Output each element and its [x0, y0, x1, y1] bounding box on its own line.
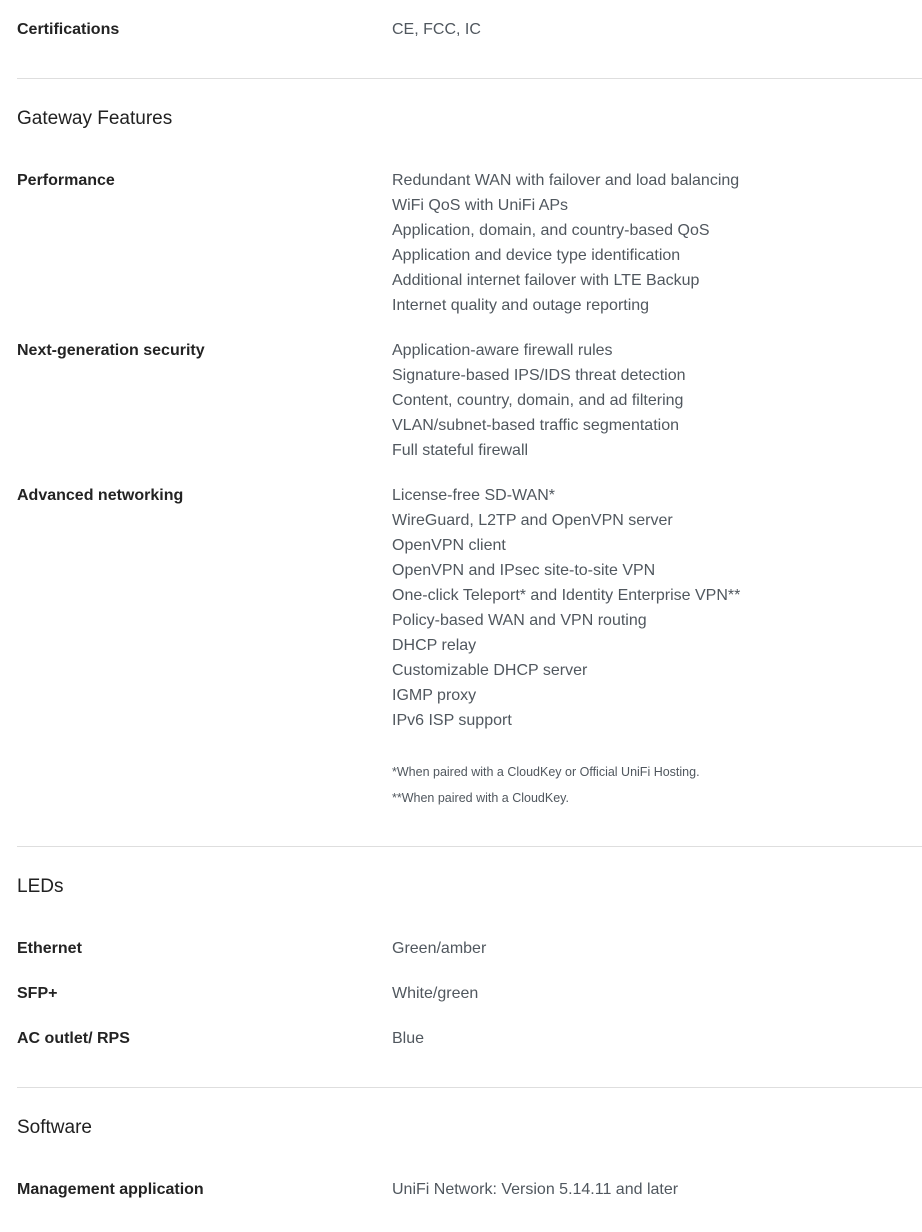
spec-value: Signature-based IPS/IDS threat detection: [392, 367, 686, 384]
spec-value: White/green: [392, 985, 479, 1002]
spec-value: One-click Teleport* and Identity Enterprise VPN**: [392, 587, 741, 604]
spec-label: Ethernet: [17, 940, 82, 957]
spec-values: [392, 1177, 678, 1202]
footnote: *When paired with a CloudKey or Official UniFi Hosting.: [392, 765, 700, 779]
spec-label: AC outlet/ RPS: [17, 1030, 130, 1047]
spec-values: [392, 936, 486, 961]
section-divider: [17, 1087, 922, 1088]
spec-value: Application-aware firewall rules: [392, 342, 613, 359]
section-divider: [17, 846, 922, 847]
spec-label: Management application: [17, 1181, 204, 1198]
spec-values: [392, 981, 478, 1006]
spec-value: IGMP proxy: [392, 687, 477, 704]
spec-value: DHCP relay: [392, 637, 477, 654]
spec-values: [392, 1026, 424, 1051]
spec-values: [392, 338, 686, 463]
spec-value: Policy-based WAN and VPN routing: [392, 612, 647, 629]
footnote: **When paired with a CloudKey.: [392, 791, 569, 805]
spec-value: Content, country, domain, and ad filtering: [392, 392, 684, 409]
spec-label: SFP+: [17, 985, 58, 1002]
spec-value: License-free SD-WAN*: [392, 487, 556, 504]
spec-value: Internet quality and outage reporting: [392, 297, 650, 314]
spec-values: [392, 483, 740, 733]
spec-value: Application, domain, and country-based QoS: [392, 222, 710, 239]
spec-value: WireGuard, L2TP and OpenVPN server: [392, 512, 673, 529]
spec-value: IPv6 ISP support: [392, 712, 512, 729]
spec-label: Performance: [17, 172, 115, 189]
spec-value: CE, FCC, IC: [392, 21, 481, 38]
footnotes: [392, 759, 700, 811]
spec-value: OpenVPN client: [392, 537, 506, 554]
spec-value: Green/amber: [392, 940, 487, 957]
spec-label: Next-generation security: [17, 342, 205, 359]
spec-value: Blue: [392, 1030, 425, 1047]
spec-values: [392, 17, 481, 42]
spec-value: UniFi Network: Version 5.14.11 and later: [392, 1181, 679, 1198]
spec-value: Redundant WAN with failover and load balancing: [392, 172, 740, 189]
section-divider: [17, 78, 922, 79]
spec-value: WiFi QoS with UniFi APs: [392, 197, 569, 214]
spec-value: Additional internet failover with LTE Backup: [392, 272, 700, 289]
spec-label: Advanced networking: [17, 487, 184, 504]
spec-value: Customizable DHCP server: [392, 662, 588, 679]
spec-value: VLAN/subnet-based traffic segmentation: [392, 417, 679, 434]
spec-value: Application and device type identification: [392, 247, 681, 264]
spec-value: OpenVPN and IPsec site-to-site VPN: [392, 562, 656, 579]
section-title-gateway-features: Gateway Features: [17, 108, 173, 129]
spec-label: Certifications: [17, 21, 120, 38]
section-title-software: Software: [17, 1117, 92, 1138]
section-title-leds: LEDs: [17, 876, 64, 897]
spec-values: [392, 168, 739, 318]
spec-value: Full stateful firewall: [392, 442, 529, 459]
